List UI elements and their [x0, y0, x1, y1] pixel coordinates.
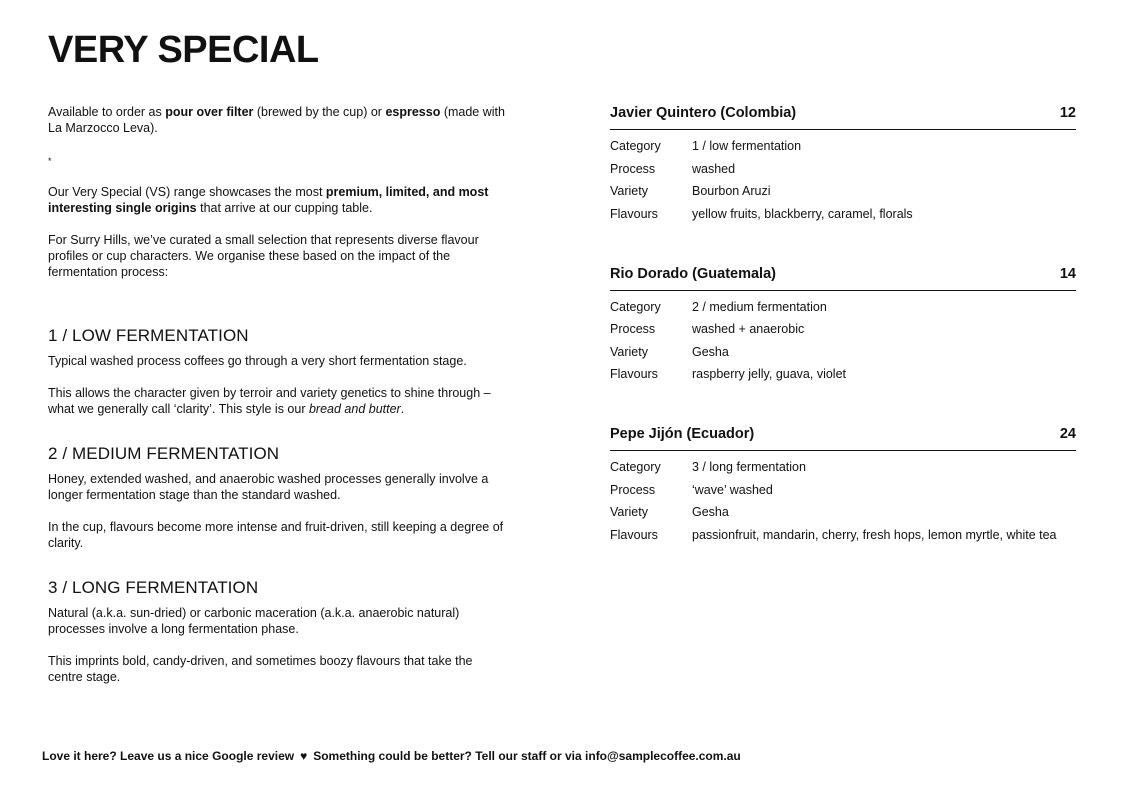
section-heading-long: 3 / LONG FERMENTATION	[48, 578, 259, 597]
section-low-text-2	[48, 385, 508, 417]
flavours-value: passionfruit, mandarin, cherry, fresh hops, lemon myrtle, white tea	[692, 527, 1057, 542]
section-long-text-1: Natural (a.k.a. sun-dried) or carbonic maceration (a.k.a. anaerobic natural) processes involve a long fermentation phase.	[48, 606, 460, 636]
section-low-text-end: .	[400, 402, 405, 416]
category-label: Category	[610, 460, 661, 475]
section-heading-medium: 2 / MEDIUM FERMENTATION	[48, 444, 280, 463]
section-long-text-2: This imprints bold, candy-driven, and sometimes boozy flavours that take the centre stage.	[48, 654, 473, 684]
coffee-item	[610, 425, 1076, 586]
range-emphasis: premium, limited, and most interesting single origins	[48, 185, 489, 215]
variety-label: Variety	[610, 344, 648, 359]
section-low-text: This allows the character given by terroir and variety genetics to shine through – what we generally call ‘clarity’. This style is our	[48, 386, 491, 416]
variety-value: Gesha	[692, 344, 729, 359]
espresso-emphasis: espresso	[385, 105, 441, 119]
process-value: washed + anaerobic	[692, 322, 805, 337]
variety-value: Gesha	[692, 505, 729, 520]
process-label: Process	[610, 322, 656, 337]
coffee-name: Rio Dorado (Guatemala)	[610, 265, 776, 282]
variety-value: Bourbon Aruzi	[692, 184, 771, 199]
process-row	[610, 318, 1076, 341]
pour-over-emphasis: pour over filter	[165, 105, 254, 119]
footer-feedback	[42, 748, 741, 764]
coffee-item	[610, 104, 1076, 265]
coffee-price: 12	[1059, 105, 1076, 121]
coffee-header	[610, 104, 1076, 130]
flavours-row	[610, 203, 1076, 226]
category-value: 2 / medium fermentation	[692, 299, 827, 314]
intro-paragraph-range	[48, 184, 508, 216]
flavours-value: yellow fruits, blackberry, caramel, florals	[692, 206, 913, 221]
intro-text: (brewed by the cup) or	[253, 105, 386, 119]
coffee-name: Javier Quintero (Colombia)	[610, 105, 797, 121]
variety-label: Variety	[610, 505, 648, 520]
variety-label: Variety	[610, 184, 648, 199]
intro-text: Available to order as	[48, 105, 166, 119]
flavours-row	[610, 363, 1076, 386]
coffee-header	[610, 265, 1076, 291]
variety-row	[610, 501, 1076, 524]
section-heading-low: 1 / LOW FERMENTATION	[48, 326, 249, 345]
intro-paragraph-order	[48, 104, 508, 136]
intro-text: Our Very Special (VS) range showcases the most	[48, 185, 326, 199]
heart-icon: ♥	[300, 749, 308, 763]
coffee-price: 14	[1059, 265, 1076, 282]
category-row	[610, 296, 1076, 319]
asterisk-divider: *	[48, 156, 52, 166]
intro-column	[48, 104, 508, 685]
section-low-text-1: Typical washed process coffees go through a very short fermentation stage.	[48, 354, 467, 368]
process-value: washed	[692, 161, 736, 176]
category-value: 3 / long fermentation	[692, 460, 806, 475]
coffee-header	[610, 425, 1076, 451]
page-title: VERY SPECIAL	[48, 29, 319, 71]
flavours-label: Flavours	[610, 527, 658, 542]
flavours-value: raspberry jelly, guava, violet	[692, 367, 847, 382]
category-row	[610, 135, 1076, 158]
coffee-menu	[610, 104, 1076, 586]
variety-row	[610, 180, 1076, 203]
footer-review-text: Love it here? Leave us a nice Google review	[42, 749, 295, 763]
coffee-name: Pepe Jijón (Ecuador)	[610, 426, 755, 442]
coffee-price: 24	[1059, 426, 1076, 442]
intro-paragraph-selection: For Surry Hills, we’ve curated a small selection that represents diverse flavour profiles or cup characters. We organise these based on the impact of the fermentation process:	[48, 233, 479, 279]
category-label: Category	[610, 299, 661, 314]
process-row	[610, 479, 1076, 502]
process-label: Process	[610, 161, 656, 176]
category-label: Category	[610, 139, 661, 154]
section-medium-text-2: In the cup, flavours become more intense and fruit-driven, still keeping a degree of clarity.	[48, 520, 504, 550]
flavours-label: Flavours	[610, 206, 658, 221]
intro-text: that arrive at our cupping table.	[196, 201, 373, 215]
bread-and-butter-emphasis: bread and butter	[308, 402, 401, 416]
category-value: 1 / low fermentation	[692, 139, 802, 154]
section-medium-text-1: Honey, extended washed, and anaerobic washed processes generally involve a longer fermentation stage than the standard washed.	[48, 472, 489, 502]
intro-text: (made with La Marzocco Leva).	[48, 105, 505, 135]
coffee-item	[610, 265, 1076, 426]
variety-row	[610, 341, 1076, 364]
footer-contact-text: Something could be better? Tell our staff or via info@samplecoffee.com.au	[313, 749, 741, 763]
flavours-label: Flavours	[610, 367, 658, 382]
process-value: ‘wave’ washed	[692, 482, 773, 497]
process-row	[610, 158, 1076, 181]
category-row	[610, 456, 1076, 479]
flavours-row	[610, 524, 1076, 547]
process-label: Process	[610, 482, 656, 497]
